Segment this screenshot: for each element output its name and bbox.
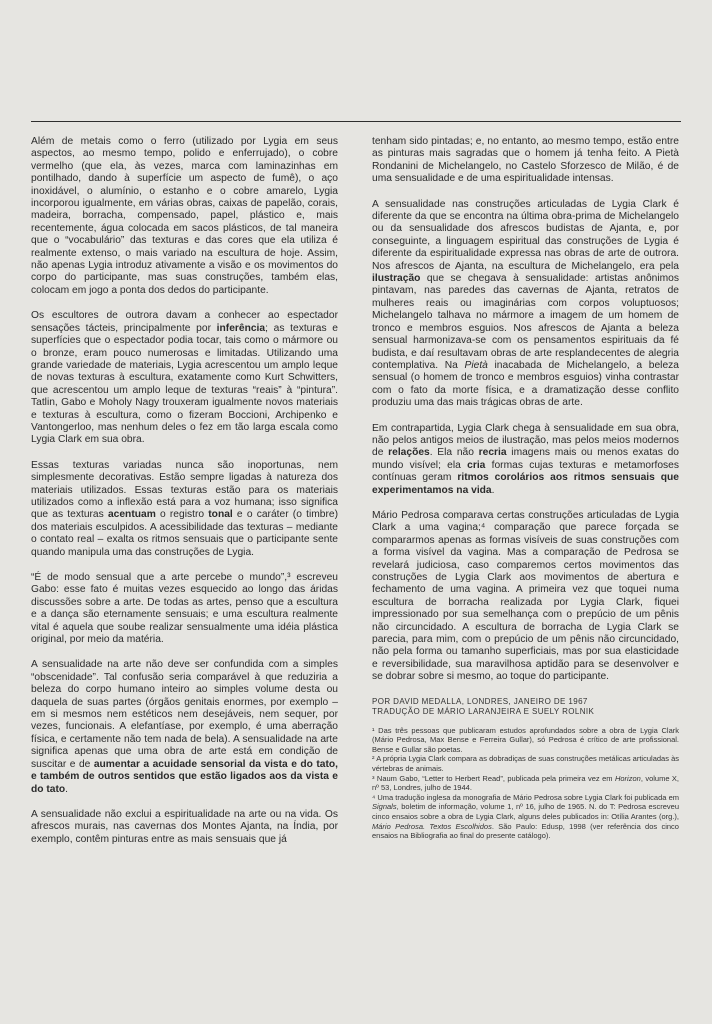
text-run: Além de metais como o ferro (utilizado por Lygia em seus aspectos, ao mesmo tempo, polido e enferrujado), o cobre vermelho (que ela, às vezes, marca com laminazinhas em pontilhado, dando à superfície um aspecto de fumê), o aço inoxidável, o alumínio, o estanho e o cobre amarelo, Lygia incorporou igualmente, em várias obras, caixas de papelão, corais, madeira, borracha, compensado, papel, plástico e, mais recentemente, água colocada em sacos plásticos, de tal maneira que o “vocabulário” das texturas e das cores que ela utiliza é realmente extenso, o mais variado na escultura de hoje. Assim, não apenas Lygia introduz ativamente a visão e os movimentos do corpo do participante, mas suas construções, também elas, colocam em jogo a ponta dos dedos do participante. bbox=[31, 136, 338, 296]
text-run: ⁴ Uma tradução inglesa da monografia de Mário Pedrosa sobre Lygia Clark foi publicada em bbox=[372, 792, 679, 802]
bold-text: ritmos corolários aos ritmos sensuais que experimentamos na vida bbox=[372, 472, 679, 496]
bold-text: tonal bbox=[208, 509, 233, 521]
author-credit: POR DAVID MEDALLA, LONDRES, JANEIRO DE 1967 bbox=[372, 696, 588, 706]
top-rule bbox=[31, 121, 681, 122]
italic-text: Mário Pedrosa. Textos Escolhidos bbox=[372, 821, 492, 831]
text-run: imagens mais ou menos exatas do mundo visível; ela bbox=[372, 447, 679, 471]
paragraph bbox=[372, 136, 679, 186]
paragraph bbox=[372, 510, 679, 684]
footnote bbox=[372, 754, 679, 773]
text-run: A sensualidade na arte não deve ser confundida com a simples “obscenidade”. Tal confusão seria comparável à que reduziria a beleza do corpo humano inteiro ao simples volume desta ou daquela de suas partes (órgãos genitais enormes, por exemplo – em si mesmos nem estéticos nem desejáveis, nem sequer, por vezes, funcionais. A elefantíase, por exemplo, é uma aberração física, e certamente não tem nada de bela). A sensualidade na arte significa apenas que uma obra de arte está em condição de suscitar e de bbox=[31, 659, 338, 770]
credits bbox=[372, 697, 679, 718]
paragraph bbox=[372, 423, 679, 497]
text-run: “É de modo sensual que a arte percebe o mundo”,³ escreveu Gabo: esse fato é muitas vezes esquecido ao longo das áridas discussões sobre a arte. De todas as artes, penso que a escultura e a dança são eternamente sensuais; e uma escultura realmente vital é aquela que soube realizar sensualmente uma idéia plástica original, por meio da matéria. bbox=[31, 572, 338, 646]
right-column bbox=[372, 136, 679, 841]
text-run: . Ela não bbox=[429, 447, 479, 459]
left-column bbox=[31, 136, 338, 859]
bold-text: relações bbox=[388, 447, 430, 459]
footnote bbox=[372, 774, 679, 793]
italic-text: Pietà bbox=[464, 359, 488, 371]
text-run: , boletim de informação, volume 1, nº 16, julho de 1965. N. do T: Pedrosa escreveu cinco ensaios sobre a obra de Lygia Clark, alguns deles publicados in: Otília Arantes (org.), bbox=[372, 802, 679, 821]
bold-text: cria bbox=[467, 459, 486, 471]
paragraph bbox=[31, 136, 338, 297]
text-run: Essas texturas variadas nunca são inoportunas, nem simplesmente decorativas. Estão sempre ligadas à natureza dos materiais utilizados. Essas texturas estão para os materiais utilizados como a inflexão está para a voz humana; isso significa que as texturas bbox=[31, 459, 338, 521]
text-run: e o caráter (o timbre) dos materiais esculpidos. A acessibilidade das texturas – mediante o contato real – exalta os ritmos sensuais que o participante sente quando manipula uma das construções de Lygia. bbox=[31, 509, 338, 558]
text-run: Em contrapartida, Lygia Clark chega à sensualidade em sua obra, não pelos antigos meios de ilustração, mas pelos meios modernos de bbox=[372, 422, 679, 459]
text-run: tenham sido pintadas; e, no entanto, ao mesmo tempo, estão entre as pinturas mais sagradas que o homem já tenha feito. A Pietà Rondanini de Michelangelo, no Castelo Sforzesco de Milão, é de uma sensualidade e de uma espiritualidade intensas. bbox=[372, 136, 679, 185]
paragraph bbox=[31, 460, 338, 559]
text-run: . São Paulo: Edusp, 1998 (ver referência dos cinco ensaios na Bibliografia ao final do presente catálogo). bbox=[372, 821, 679, 841]
text-run: , volume X, nº 53, Londres, julho de 1944. bbox=[372, 773, 680, 793]
translation-credit: TRADUÇÃO DE MÁRIO LARANJEIRA E SUELY ROLNIK bbox=[372, 707, 595, 717]
paragraph bbox=[31, 572, 338, 646]
text-run: ¹ Das três pessoas que publicaram estudos aprofundados sobre a obra de Lygia Clark (Mário Pedrosa, Max Bense e Ferreira Gullar), só Pedrosa é crítico de arte profissional. Bense e Gullar são poetas. bbox=[372, 725, 679, 754]
bold-text: ilustração bbox=[372, 273, 421, 285]
text-run: Os escultores de outrora davam a conhecer ao espectador sensações tácteis, principalmente por bbox=[31, 310, 338, 334]
bold-text: recria bbox=[478, 447, 507, 459]
italic-text: Horizon bbox=[614, 773, 641, 783]
footnote bbox=[372, 726, 679, 755]
text-run: ³ Naum Gabo, “Letter to Herbert Read”, publicada pela primeira vez em bbox=[372, 773, 615, 783]
bold-text: acentuam bbox=[107, 509, 156, 521]
italic-text: Signals bbox=[372, 802, 397, 812]
text-run: Mário Pedrosa comparava certas construções articuladas de Lygia Clark a uma vagina;⁴ comparação que parece forçada se compararmos apenas as formas visíveis de suas construções com a forma visível da vagina. Mas a comparação de Pedrosa se revelará judiciosa, caso comparemos certos movimentos das construções de Lygia Clark aos movimentos de abertura e fechamento de uma vagina. A primeira vez que toquei numa escultura de borracha realizada por Lygia Clark, fiquei impressionado por sua semelhança com o prepúcio de um pênis não circuncidado. A escultura de borracha de Lygia Clark se parecia, para mim, com o prepúcio de um pênis não circuncidado, não pela forma ou tamanho superficiais, mas por sua elasticidade e reversibilidade, sua maravilhosa aptidão para se desenvolver e se dobrar sobre si mesmo, ao toque do participante. bbox=[372, 509, 679, 683]
paragraph bbox=[31, 809, 338, 846]
bold-text: aumentar a acuidade sensorial da vista e do tato, e também de outros sentidos que estão ligados aos da vista e do tato bbox=[31, 758, 338, 795]
text-run: A sensualidade não exclui a espiritualidade na arte ou na vida. Os afrescos murais, nas cavernas dos Montes Ajanta, na Índia, por exemplo, contêm pinturas entre as mais sensuais que já bbox=[31, 808, 338, 845]
paragraph bbox=[31, 310, 338, 446]
footnote bbox=[372, 793, 679, 841]
bold-text: inferência bbox=[216, 322, 266, 334]
text-run: ; as texturas e superfícies que o espectador podia tocar, tais como o mármore ou o bronze, eram pouco numerosas e limitadas. Utilizando uma grande variedade de materiais, Lygia acrescentou um amplo leque de novas texturas à escultura, exatamente como Kurt Schwitters, que acrescentou um amplo leque de texturas “reais” à “pintura”. Tatlin, Gabo e Moholy Nagy trouxeram igualmente novos materiais e texturas à escultura, como o fizeram Boccioni, Archipenko e Vantongerloo, mas nenhum deles o fez em tão larga escala como Lygia Clark em sua obra. bbox=[31, 322, 338, 446]
text-run: . bbox=[65, 783, 69, 795]
text-run: ² A própria Lygia Clark compara as dobradiças de suas construções metálicas articuladas às vértebras de animais. bbox=[372, 754, 679, 774]
text-run: inacabada de Michelangelo, a beleza sensual (o homem de tronco e membros esguios) vinha contrastar com o fato da morte física, e a dramatização desse conflito produziu uma das mais trágicas obras de arte. bbox=[372, 359, 679, 409]
text-run: . bbox=[491, 484, 495, 496]
text-run: formas cujas texturas e metamorfoses contínuas geram bbox=[372, 459, 680, 484]
paragraph bbox=[31, 659, 338, 795]
text-run: que se chegava à sensualidade: artistas anônimos pintavam, nas paredes das cavernas de Ajanta, retratos de mulheres reais ou imaginárias com corpos voluptuosos; Michelangelo talhava no mármore a imagem de um homem de tronco e membros esguios. Nos afrescos de Ajanta a beleza sensual harmonizava-se com os pensamentos espirituais da fé budista, e daí resultavam obras de arte resplandecentes de alegria contemplativa. Na bbox=[372, 273, 679, 371]
paragraph bbox=[372, 199, 679, 410]
text-run: o registro bbox=[155, 509, 209, 521]
text-run: A sensualidade nas construções articuladas de Lygia Clark é diferente da que se encontra na última obra-prima de Michelangelo ou da sensualidade dos afrescos budistas de Ajanta, e, por conseguinte, a linguagem espiritual das construções de Lygia é diferente da espiritualidade expressa nas obras de arte de outrora. Nos afrescos de Ajanta, na escultura de Michelangelo, era pela bbox=[372, 198, 679, 272]
footnotes bbox=[372, 726, 679, 841]
